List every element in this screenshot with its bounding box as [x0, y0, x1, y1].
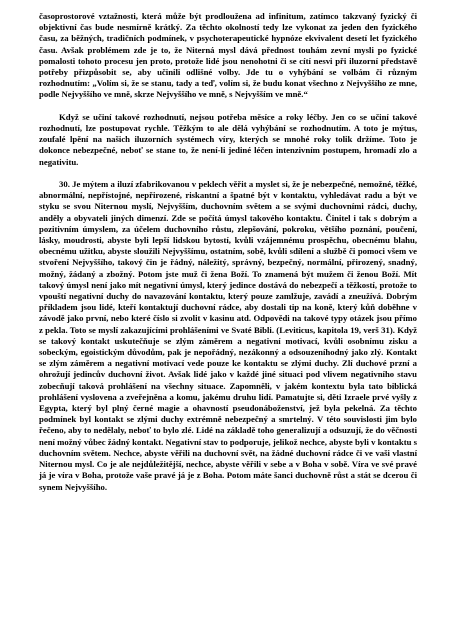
paragraph-continuation: časoprostorové vztažnosti, která může být prodloužena ad infinitum, zatímco takzvaný fyzický či objektivní čas bude nesmírně krátký. Za těchto okolností tedy lze vykonat za jeden den fyzického času, za běžných, tradičních podmínek, v psychoterapeutické hypnóze ekvivalent desetí let fyzického času. Avšak problémem zde je to, že Niterná mysl dává přednost touhám zevní mysli po fyzické pomalosti tohoto procesu jen proto, protože lidé jsou nenohotni či se cítí nesvi při iluzorní představě potřeby přizpůsobit se, aby učinili odlišné volby. Jde tu o vyhýbání se volbám či různým rozhodnutím: „Volím si, že se stanu, tady a teď, volím si, že budu konat všechno z Nejvyššího ze mne, podle Nejvyššího ve mně, skrze Nejvyššího ve mně, s Nejvyšším ve mně.“	[39, 11, 417, 100]
document-page	[39, 11, 417, 493]
paragraph-section-30: 30. Je mýtem a iluzí zfabrikovanou v peklech věřit a myslet si, že je nebezpečné, nemožné, těžké, abnormální, nepřístojné, nepřirozené, riskantní a špatné být v kontaktu, vyhledávat radu a být ve styku se svou Niternou myslí, Nejvyšším, duchovním světem a se svými duchovními rádci, duchy, anděly a obyvateli jiných dimenzí. Zde se počítá úmysl takového kontaktu. Činitel i tak s dobrým a pozitivním úmyslem, za účelem duchovního růstu, zlepšování, pokroku, většího poznání, poučení, lásky, moudrosti, abyste byli lepší lidskou bytostí, kvůli vzájemnému prospěchu, obecnému blahu, obecnému užitku, abyste sloužili Nejvyššímu, ostatním, sobě, kvůli sdílení a službě či pomoci všem ve stvoření Nejvyššího, takový čin je řádný, náležitý, správný, bezpečný, normální, přirozený, snadný, možný, žádaný a zbožný. Potom jste muž či žena Boží. To znamená být mužem či ženou Boží. Mít takový úmysl není jako mít negativní úmysl, který jedince dostává do nebezpečí a těžkostí, protože to vpouští negativní duchy do navazování kontaktu, který pouze zamlžuje, zavádí a zneužívá. Dobrým příkladem jsou lidé, kteří kontaktují duchovní rádce, aby dostali tip na koně, který kůň doběhne v závodě jako první, nebo které číslo si zvolit v kasinu atd. Odpovědi na takové typy otázek jsou přímo z pekla. Toto se myslí zakazujícími prohlášeními ve Svaté Bibli. (Leviticus, kapitola 19, verš 31). Když se takový kontakt uskutečňuje se zlým záměrem a negativní motivací, kvůli osobnímu zisku a sobeckým, egoistickým důvodům, pak je nepořádný, nezákonný a odsouzeníhodný jako zlý. Kontakt se zlým záměrem a negativní motivací vede pouze ke kontaktu se zlými duchy. Zlí duchové przní a ohrožují jedincův duchovní život. Avšak lidé jako v každé jiné situaci pod vlivem negativního stavu zobecňují taková prohlášení na všechny situace. Zapomněli, v jakém kontextu byla tato biblická prohlášení vyslovena a zveřejněna a komu, jakému druhu lidí. Pamatujte si, děti Izraele prvé vyšly z Egypta, který byl plný černé magie a ohavností pseudonáboženství, jež byla pekelná. Za těchto podmínek byl kontakt se zlými duchy extrémně nebezpečný a smrtelný. V této souvislosti jim bylo řečeno, aby to nedělaly, neboť to bylo zlé. Lidé na základě toho generalizují a odsuzují, že do věčnosti není možný vůbec žádný kontakt. Negativní stav to podporuje, jelikož nechce, abyste byli v kontaktu s duchovním světem. Nechce, abyste věřili na duchovní svět, na žádné duchovní rádce či ve vaši vlastní Niternou mysl. Co je ale nejdůležitější, nechce, abyste věřili v sebe a v Boha v sobě. Víra ve své pravé já je víra v Boha, protože vaše pravé já je z Boha. Potom máte šanci duchovně růst a stát se dcerou či synem Nejvyššího.	[39, 179, 417, 492]
paragraph-decision: Když se učiní takové rozhodnutí, nejsou potřeba měsíce a roky léčby. Jen co se učiní takové rozhodnutí, lze postupovat rychle. Těžkým to ale dělá vyhýbání se rozhodnutím. A toto je mýtus, zoufalé lpění na našich iluzorních systémech víry, kterých se mnohé roky tolik držíme. Toto je dokonce nebezpečné, neboť se stane to, že není-li jediné léčen intenzivním postupem, hromadí zlo a negativitu.	[39, 111, 417, 167]
